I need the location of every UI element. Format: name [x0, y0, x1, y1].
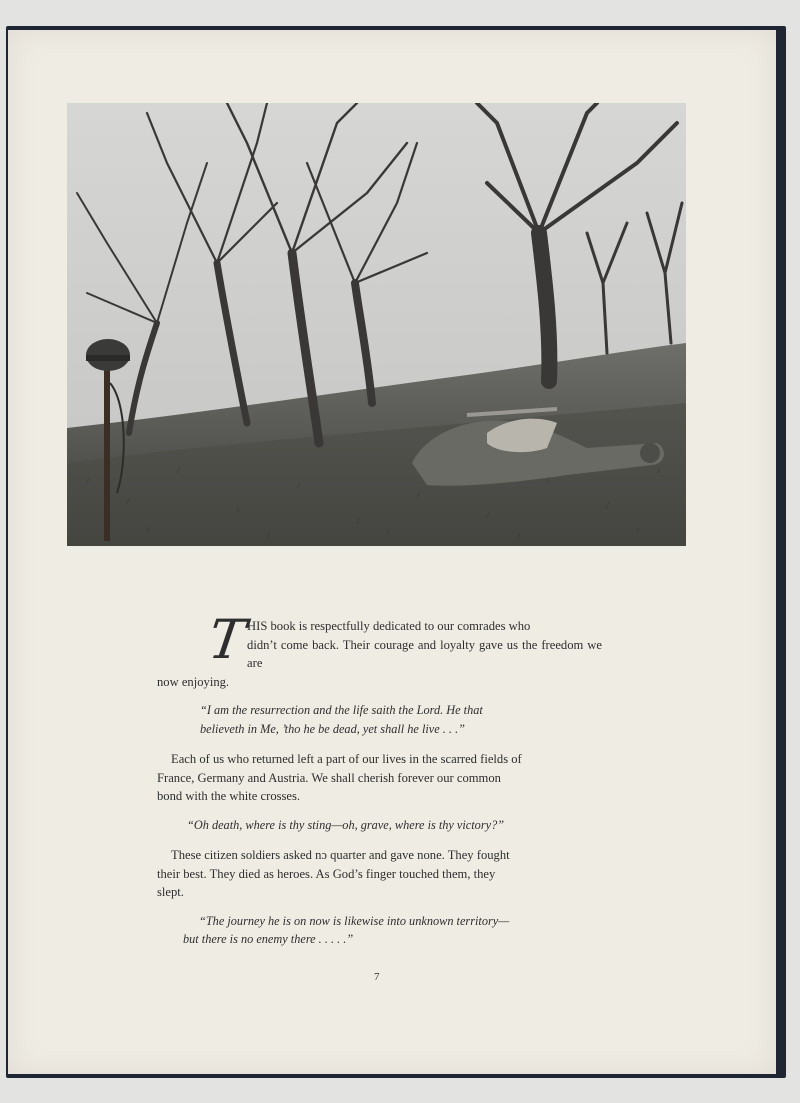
dedication-paragraph-3: These citizen soldiers asked nɔ quarter and gave none. They fought their best. They died as heroes. As God’s finger touched them, they slept. [157, 848, 510, 899]
memorial-photograph [67, 103, 686, 546]
page-number: 7 [374, 971, 380, 983]
drop-cap: T [204, 608, 250, 671]
dedication-paragraph-1: T HIS book is respectfully dedicated to our comrades who didn’t come back. Their courage and loyalty gave us the freedom we are now enjoying. [157, 608, 602, 689]
dedication-text [157, 587, 602, 961]
photo-illustration [67, 103, 686, 546]
scripture-quote: “I am the resurrection and the life saith the Lord. He that believeth in Me, ’tho he be dead, yet shall he live . . .” [200, 703, 483, 736]
dedication-paragraph-2: Each of us who returned left a part of our lives in the scarred fields of France, Germany and Austria. We shall cherish forever our common bond with the white crosses. [157, 752, 522, 803]
death-quote: “Oh death, where is thy sting—oh, grave, where is thy victory?” [187, 817, 505, 832]
journey-quote: “The journey he is on now is likewise into unknown territory— but there is no enemy there . . . . .” [183, 913, 510, 946]
